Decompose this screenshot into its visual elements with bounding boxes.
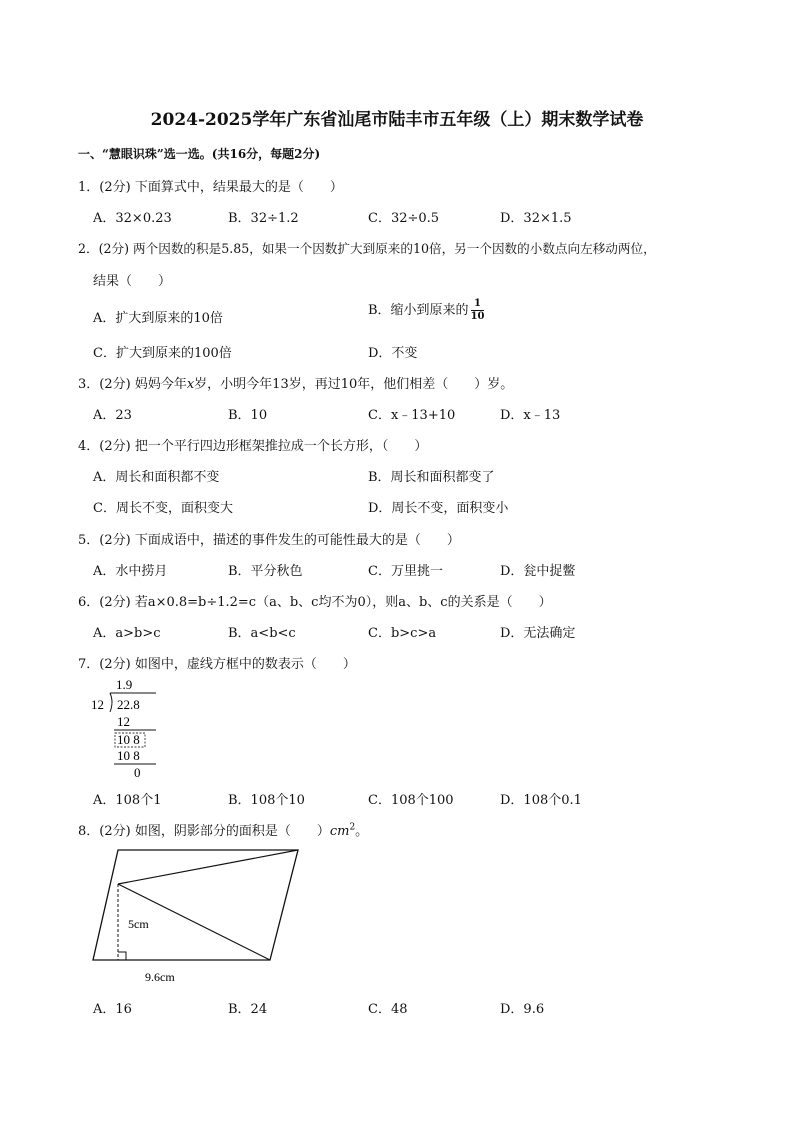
q3-option-a[interactable]: A．23: [93, 408, 132, 423]
q3-stem-post: 岁，小明今年13岁，再过10年，他们相差（ ）岁。: [194, 377, 514, 392]
q4-option-c[interactable]: C．周长不变，面积变大: [93, 501, 233, 516]
division-divisor: 12: [91, 697, 104, 712]
q5-option-b[interactable]: B．平分秋色: [228, 564, 303, 579]
question-7-stem: 7．(2分) 如图中，虚线方框中的数表示（ ）: [78, 657, 356, 672]
q2-option-b-text: B．缩小到原来的: [368, 303, 469, 318]
long-division-figure: [88, 674, 168, 784]
question-5-stem: 5．(2分) 下面成语中，描述的事件发生的可能性最大的是（ ）: [78, 533, 460, 548]
height-label: 5cm: [128, 917, 149, 931]
q1-option-a[interactable]: A．32×0.23: [93, 211, 172, 226]
question-6-stem: 6．(2分) 若a×0.8=b÷1.2=c（a、b、c均不为0），则a、b、c的关系是（ ）: [78, 595, 552, 610]
q4-option-a[interactable]: A．周长和面积都不变: [93, 470, 220, 485]
q4-option-d[interactable]: D．周长不变，面积变小: [368, 501, 509, 516]
q4-option-b[interactable]: B．周长和面积都变了: [368, 470, 495, 485]
q7-option-c[interactable]: C．108个100: [368, 793, 454, 808]
q8-option-b[interactable]: B．24: [228, 1002, 268, 1017]
question-3-stem: [78, 373, 513, 392]
question-8-stem: [78, 820, 368, 839]
q2-option-a[interactable]: A．扩大到原来的10倍: [93, 311, 223, 326]
q6-option-a[interactable]: A．a>b>c: [93, 626, 161, 641]
q3-option-c[interactable]: C．x﹣13+10: [368, 408, 456, 423]
division-step-1: 12: [117, 714, 130, 729]
q8-stem-end: 。: [355, 824, 369, 839]
q8-option-c[interactable]: C．48: [368, 1002, 408, 1017]
q1-option-c[interactable]: C．32÷0.5: [368, 211, 440, 226]
question-1-stem: 1．(2分) 下面算式中，结果最大的是（ ）: [78, 180, 343, 195]
division-quotient: 1.9: [116, 677, 133, 692]
division-dividend: 22.8: [117, 697, 140, 712]
fraction-denominator: 10: [470, 311, 485, 322]
q2-option-d[interactable]: D．不变: [368, 346, 418, 361]
q7-option-b[interactable]: B．108个10: [228, 793, 305, 808]
q3-stem-pre: 3．(2分) 妈妈今年: [78, 377, 187, 392]
question-4-stem: 4．(2分) 把一个平行四边形框架推拉成一个长方形，（ ）: [78, 439, 428, 454]
q8-option-a[interactable]: A．16: [93, 1002, 132, 1017]
page-title: 2024-2025学年广东省汕尾市陆丰市五年级（上）期末数学试卷: [150, 110, 644, 130]
q3-option-d[interactable]: D．x﹣13: [500, 408, 561, 423]
q5-option-d[interactable]: D．瓮中捉鳖: [500, 564, 576, 579]
division-remainder: 0: [134, 765, 141, 780]
q3-option-b[interactable]: B．10: [228, 408, 268, 423]
section-heading: 一、“慧眼识珠”选一选。(共16分，每题2分): [78, 147, 321, 161]
parallelogram: [93, 850, 298, 960]
q7-option-d[interactable]: D．108个0.1: [500, 793, 582, 808]
right-angle-mark: [118, 952, 126, 960]
q8-stem-text: 8．(2分) 如图，阴影部分的面积是（ ）: [78, 824, 330, 839]
q8-unit: cm: [329, 824, 350, 839]
question-2-stem: 2．(2分) 两个因数的积是5.85，如果一个因数扩大到原来的10倍，另一个因数的小数点向左移动两位，: [78, 241, 656, 256]
fraction-numerator: 1: [471, 298, 485, 311]
q6-option-d[interactable]: D．无法确定: [500, 626, 576, 641]
division-step-3: 10 8: [117, 748, 140, 763]
division-bracket: [110, 693, 112, 712]
base-label: 9.6cm: [145, 970, 175, 984]
parallelogram-figure: [90, 846, 310, 986]
q1-option-d[interactable]: D．32×1.5: [500, 211, 572, 226]
q3-variable: x: [186, 377, 195, 392]
shaded-edge-top: [118, 850, 298, 884]
q5-option-a[interactable]: A．水中捞月: [93, 564, 168, 579]
q2-option-c[interactable]: C．扩大到原来的100倍: [93, 346, 232, 361]
q8-unit-exponent: 2: [349, 822, 356, 833]
question-2-stem-cont: 结果（ ）: [93, 274, 172, 289]
fraction: [471, 298, 485, 323]
q2-option-b[interactable]: [368, 298, 484, 323]
q1-option-b[interactable]: B．32÷1.2: [228, 211, 299, 226]
division-step-2: 10 8: [117, 732, 140, 747]
q8-option-d[interactable]: D．9.6: [500, 1002, 545, 1017]
q6-option-c[interactable]: C．b>c>a: [368, 626, 437, 641]
q5-option-c[interactable]: C．万里挑一: [368, 564, 443, 579]
q7-option-a[interactable]: A．108个1: [93, 793, 162, 808]
q6-option-b[interactable]: B．a<b<c: [228, 626, 296, 641]
